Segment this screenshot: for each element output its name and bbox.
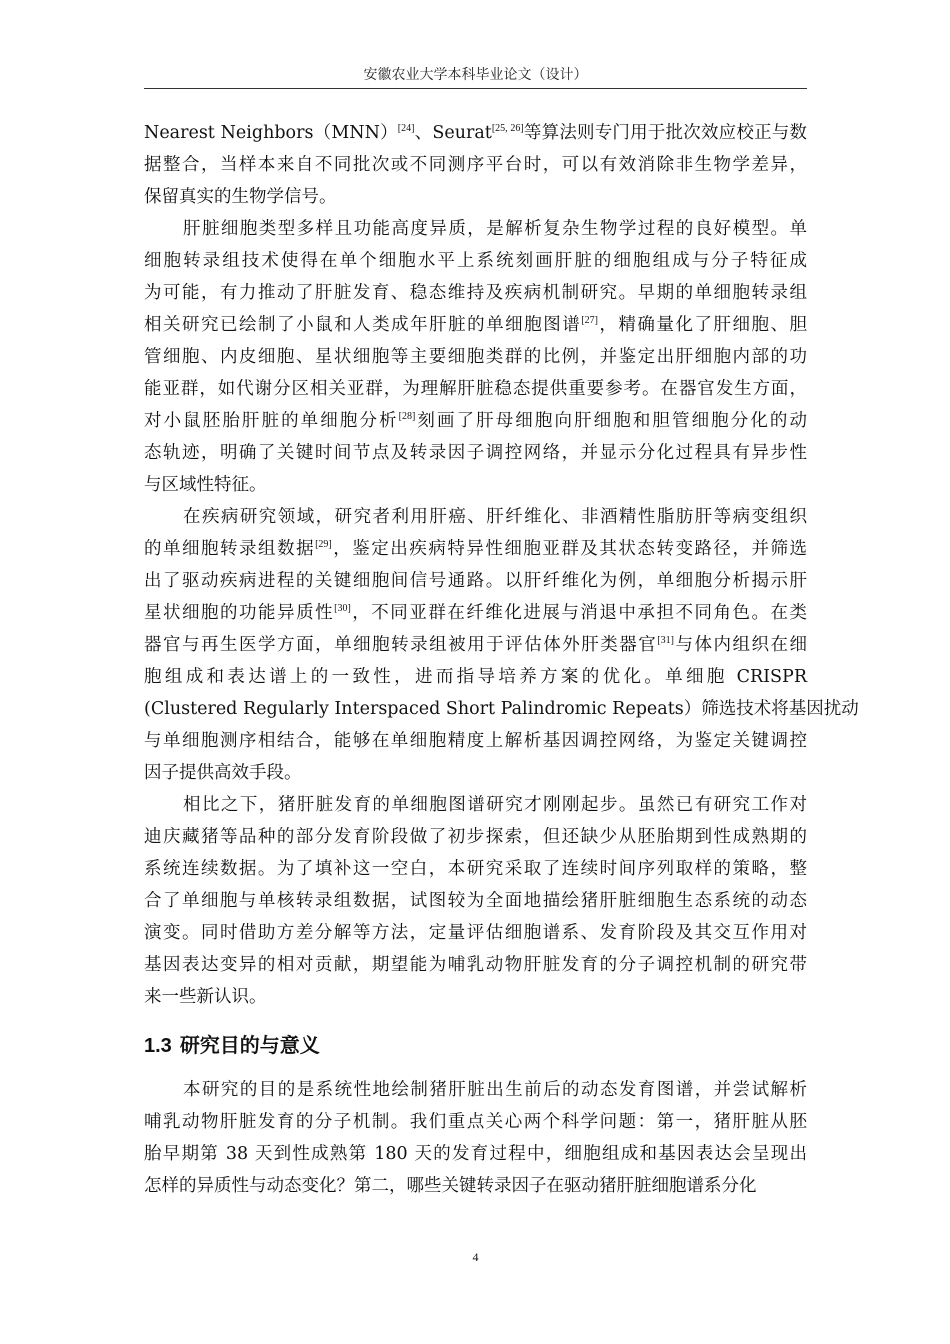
text-run: 为可能，有力推动了肝脏发育、稳态维持及疾病机制研究。早期的单细胞转录组 [144, 283, 807, 303]
text-run: 系统连续数据。为了填补这一空白，本研究采取了连续时间序列取样的策略，整 [144, 859, 807, 879]
text-run: 能亚群，如代谢分区相关亚群，为理解肝脏稳态提供重要参考。在器官发生方面， [144, 379, 807, 399]
text-run: 器官与再生医学方面，单细胞转录组被用于评估体外肝类器官 [144, 635, 658, 655]
text-line [144, 821, 807, 853]
section-number: 1.3 [144, 1035, 172, 1057]
text-line [144, 373, 807, 405]
text-run: 来一些新认识。 [144, 987, 267, 1007]
text-run: 基因表达变异的相对贡献，期望能为哺乳动物肝脏发育的分子调控机制的研究带 [144, 955, 807, 975]
paragraphs-before-section [144, 117, 859, 1013]
text-run: 的单细胞转录组数据 [144, 539, 316, 559]
text-line [144, 789, 807, 821]
citation-reference: [31] [657, 635, 674, 647]
document-body [144, 117, 859, 1202]
text-run: 与区域性特征。 [144, 475, 267, 495]
section-heading [144, 1031, 807, 1060]
text-line [144, 981, 807, 1013]
text-run: 据整合，当样本来自不同批次或不同测序平台时，可以有效消除非生物学差异， [144, 155, 807, 175]
paragraph [144, 213, 807, 501]
text-run: 与体内组织在细 [673, 635, 808, 655]
text-line [144, 341, 807, 373]
text-run: 相关研究已绘制了小鼠和人类成年肝脏的单细胞图谱 [144, 315, 582, 335]
citation-reference: [29] [315, 539, 332, 551]
text-line [144, 309, 807, 341]
text-run: 本研究的目的是系统性地绘制猪肝脏出生前后的动态发育图谱，并尝试解析 [183, 1080, 807, 1100]
text-line [144, 437, 807, 469]
citation-reference: [30] [334, 603, 351, 615]
text-run: 相比之下，猪肝脏发育的单细胞图谱研究才刚刚起步。虽然已有研究工作对 [183, 795, 807, 815]
text-run: 管细胞、内皮细胞、星状细胞等主要细胞类群的比例，并鉴定出肝细胞内部的功 [144, 347, 807, 367]
text-run: 合了单细胞与单核转录组数据，试图较为全面地描绘猪肝脏细胞生态系统的动态 [144, 891, 807, 911]
text-run: ，精确量化了肝细胞、胆 [597, 315, 808, 335]
citation-reference: [27] [581, 315, 598, 327]
text-line [144, 405, 807, 437]
text-line [144, 949, 807, 981]
text-line [144, 1074, 807, 1106]
text-line [144, 213, 807, 245]
text-run: 演变。同时借助方差分解等方法，定量评估细胞谱系、发育阶段及其交互作用对 [144, 923, 807, 943]
paragraph [144, 1074, 807, 1202]
text-run: 因子提供高效手段。 [144, 763, 302, 783]
text-run: 、Seurat [414, 123, 492, 143]
header-divider [144, 88, 807, 89]
text-line [144, 277, 807, 309]
text-line [144, 885, 807, 917]
text-line [144, 917, 807, 949]
section-title: 研究目的与意义 [179, 1033, 320, 1057]
citation-reference: [25, 26] [491, 123, 524, 135]
text-run: 在疾病研究领域，研究者利用肝癌、肝纤维化、非酒精性脂肪肝等病变组织 [183, 507, 807, 527]
citation-reference: [24] [397, 123, 415, 135]
text-run: 星状细胞的功能异质性 [144, 603, 335, 623]
text-run: 胎早期第 38 天到性成熟第 180 天的发育过程中，细胞组成和基因表达会呈现出 [144, 1144, 807, 1164]
text-line [144, 629, 807, 661]
text-run: 态轨迹，明确了关键时间节点及转录因子调控网络，并显示分化过程具有异步性 [144, 443, 807, 463]
text-line [144, 469, 807, 501]
text-run: 对小鼠胚胎肝脏的单细胞分析 [144, 411, 399, 431]
text-run: 哺乳动物肝脏发育的分子机制。我们重点关心两个科学问题：第一，猪肝脏从胚 [144, 1112, 807, 1132]
citation-reference: [28] [398, 411, 416, 423]
text-line [144, 1106, 807, 1138]
text-line [144, 533, 807, 565]
section-paragraphs [144, 1074, 807, 1202]
text-run: ，鉴定出疾病特异性细胞亚群及其状态转变路径，并筛选 [331, 539, 808, 559]
text-line [144, 853, 807, 885]
text-run: 肝脏细胞类型多样且功能高度异质，是解析复杂生物学过程的良好模型。单 [183, 219, 807, 239]
text-line [144, 661, 807, 693]
text-line [144, 565, 807, 597]
text-line [144, 149, 807, 181]
text-line [144, 1138, 807, 1170]
paragraph [144, 789, 807, 1013]
text-line [144, 245, 807, 277]
text-line [144, 501, 807, 533]
paragraph [144, 501, 859, 789]
text-line [144, 725, 807, 757]
text-line [144, 597, 807, 629]
page-number: 4 [472, 1250, 479, 1264]
text-line [144, 1170, 807, 1202]
text-run: 保留真实的生物学信号。 [144, 187, 337, 207]
text-run: 与单细胞测序相结合，能够在单细胞精度上解析基因调控网络，为鉴定关键调控 [144, 731, 807, 751]
text-run: Nearest Neighbors（MNN） [144, 123, 398, 143]
text-line [144, 693, 859, 725]
text-run: 细胞转录组技术使得在单个细胞水平上系统刻画肝脏的细胞组成与分子特征成 [144, 251, 807, 271]
running-header: 安徽农业大学本科毕业论文（设计） [363, 67, 588, 83]
text-run: 刻画了肝母细胞向肝细胞和胆管细胞分化的动 [415, 411, 808, 431]
text-run: 等算法则专门用于批次效应校正与数 [523, 123, 807, 143]
text-line [144, 757, 807, 789]
text-line [144, 181, 807, 213]
text-run: 迪庆藏猪等品种的部分发育阶段做了初步探索，但还缺少从胚胎期到性成熟期的 [144, 827, 807, 847]
text-run: 胞组成和表达谱上的一致性，进而指导培养方案的优化。单细胞 CRISPR [144, 667, 807, 687]
text-run: ，不同亚群在纤维化进展与消退中承担不同角色。在类 [350, 603, 808, 623]
text-line [144, 117, 807, 149]
text-run: (Clustered Regularly Interspaced Short Palindromic Repeats）筛选技术将基因扰动 [144, 699, 859, 719]
paragraph [144, 117, 807, 213]
text-run: 出了驱动疾病进程的关键细胞间信号通路。以肝纤维化为例，单细胞分析揭示肝 [144, 571, 807, 591]
text-run: 怎样的异质性与动态变化？第二，哪些关键转录因子在驱动猪肝脏细胞谱系分化 [144, 1176, 757, 1196]
